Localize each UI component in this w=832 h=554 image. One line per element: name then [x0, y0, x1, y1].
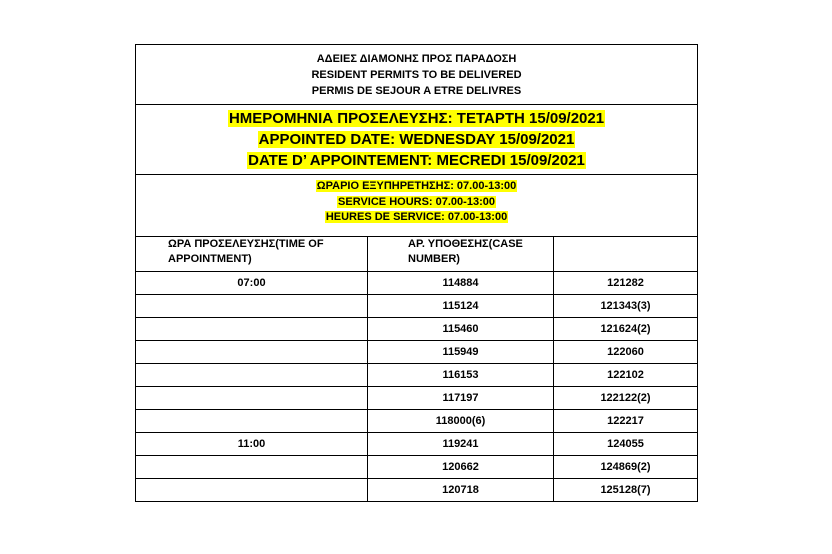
- service-hours-row: [136, 175, 698, 237]
- title-french: PERMIS DE SEJOUR A ETRE DELIVRES: [311, 84, 522, 97]
- time-column-header: ΩΡΑ ΠΡΟΣΕΛΕΥΣΗΣ(TIME OF APPOINTMENT): [136, 237, 368, 272]
- title-english: RESIDENT PERMITS TO BE DELIVERED: [311, 68, 522, 81]
- table-row: [136, 341, 698, 364]
- case-number-cell-2: 122217: [554, 410, 698, 433]
- case-number-cell-2: 121624(2): [554, 318, 698, 341]
- appointment-english: APPOINTED DATE: WEDNESDAY 15/09/2021: [258, 131, 575, 148]
- case-number-cell: 115949: [368, 341, 554, 364]
- time-cell: 11:00: [136, 433, 368, 456]
- time-cell: [136, 479, 368, 502]
- table-row: [136, 272, 698, 295]
- case-number-cell-2: 121343(3): [554, 295, 698, 318]
- case-number-cell-2: 124869(2): [554, 456, 698, 479]
- time-cell: 07:00: [136, 272, 368, 295]
- case-number-cell: 115460: [368, 318, 554, 341]
- table-row: [136, 387, 698, 410]
- column-header-row: [136, 237, 698, 272]
- appointment-french: DATE D’ APPOINTEMENT: MECREDI 15/09/2021: [248, 152, 585, 169]
- appointment-greek: ΗΜΕΡΟΜΗΝΙΑ ΠΡΟΣΕΛΕΥΣΗΣ: ΤΕΤΑΡΤΗ 15/09/2021: [228, 110, 605, 127]
- case-number-cell: 117197: [368, 387, 554, 410]
- permits-table: [135, 44, 698, 502]
- title-row: [136, 45, 698, 105]
- hours-french: HEURES DE SERVICE: 07.00-13:00: [325, 211, 508, 223]
- time-cell: [136, 456, 368, 479]
- title-greek: ΑΔΕΙΕΣ ΔΙΑΜΟΝΗΣ ΠΡΟΣ ΠΑΡΑΔΟΣΗ: [316, 52, 517, 65]
- case-number-cell: 116153: [368, 364, 554, 387]
- appointment-row: [136, 105, 698, 175]
- case-number-cell: 115124: [368, 295, 554, 318]
- case-number-cell-2: 124055: [554, 433, 698, 456]
- service-hours-cell: [136, 175, 698, 237]
- time-cell: [136, 410, 368, 433]
- case-column-header: ΑΡ. ΥΠΟΘΕΣΗΣ(CASE NUMBER): [368, 237, 554, 272]
- table-row: [136, 364, 698, 387]
- table-row: [136, 318, 698, 341]
- table-row: [136, 410, 698, 433]
- hours-english: SERVICE HOURS: 07.00-13:00: [338, 195, 495, 208]
- table-row: [136, 433, 698, 456]
- appointment-cell: [136, 105, 698, 175]
- title-cell: [136, 45, 698, 105]
- case-number-cell: 119241: [368, 433, 554, 456]
- time-cell: [136, 318, 368, 341]
- permits-document: [135, 44, 697, 502]
- case-number-cell-2: 122060: [554, 341, 698, 364]
- table-row: [136, 295, 698, 318]
- time-cell: [136, 387, 368, 410]
- case-rows: [136, 272, 698, 502]
- case-number-cell-2: 122102: [554, 364, 698, 387]
- case-number-cell: 118000(6): [368, 410, 554, 433]
- hours-greek: ΩΡΑΡΙΟ ΕΞΥΠΗΡΕΤΗΣΗΣ: 07.00-13:00: [316, 180, 517, 192]
- table-row: [136, 456, 698, 479]
- case-number-cell-2: 122122(2): [554, 387, 698, 410]
- table-row: [136, 479, 698, 502]
- case-number-cell: 120718: [368, 479, 554, 502]
- time-cell: [136, 295, 368, 318]
- time-cell: [136, 364, 368, 387]
- extra-column-header: [554, 237, 698, 272]
- time-cell: [136, 341, 368, 364]
- case-number-cell: 120662: [368, 456, 554, 479]
- case-number-cell: 114884: [368, 272, 554, 295]
- case-number-cell-2: 125128(7): [554, 479, 698, 502]
- case-number-cell-2: 121282: [554, 272, 698, 295]
